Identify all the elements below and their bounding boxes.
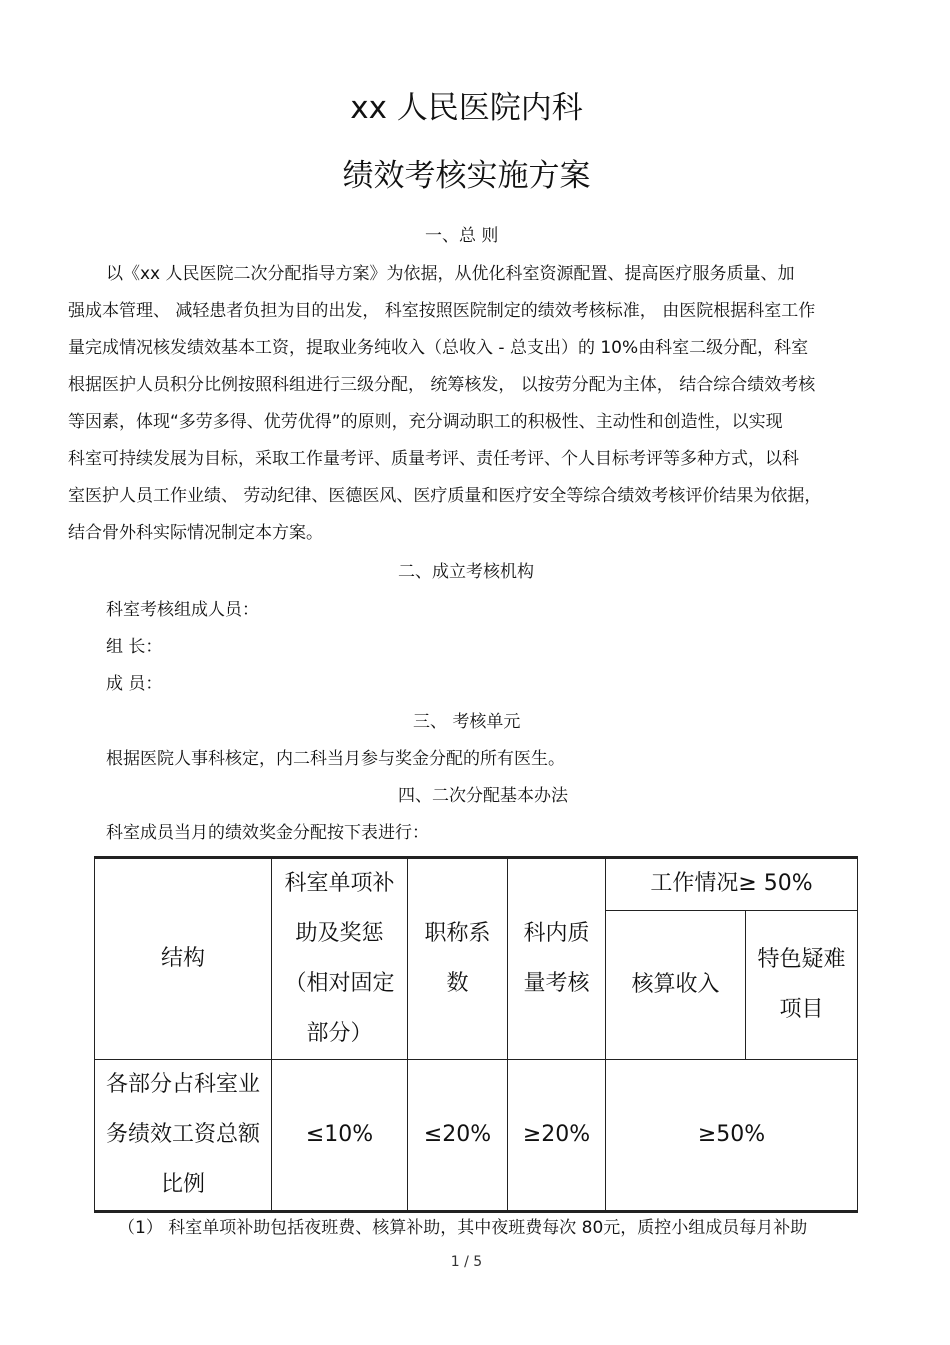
header-work-group: 工作情况≥ 50% xyxy=(606,858,858,911)
paragraph-line: 结合骨外科实际情况制定本方案。 xyxy=(68,523,323,543)
header-structure: 结构 xyxy=(95,858,272,1060)
header-special-projects: 特色疑难项目 xyxy=(746,910,858,1059)
page-number: 1 / 5 xyxy=(450,1254,483,1270)
section-heading-distribution: 四、二次分配基本办法 xyxy=(398,786,568,806)
section-heading-unit: 三、 考核单元 xyxy=(413,712,521,732)
value-subsidy: ≤10% xyxy=(272,1060,408,1212)
header-accounting-income: 核算收入 xyxy=(606,910,746,1059)
value-quality: ≥20% xyxy=(508,1060,606,1212)
paragraph-line: 等因素，体现“多劳多得、优劳优得”的原则，充分调动职工的积极性、主动性和创造性，以实现 xyxy=(68,412,783,432)
footnote: （1） 科室单项补助包括夜班费、核算补助，其中夜班费每次 80元，质控小组成员每月补助 xyxy=(118,1218,808,1238)
paragraph-line: 科室可持续发展为目标，采取工作量考评、质量考评、责任考评、个人目标考评等多种方式，以科 xyxy=(68,449,799,469)
header-title-coefficient: 职称系数 xyxy=(408,858,508,1060)
document-subtitle: 绩效考核实施方案 xyxy=(342,158,591,194)
committee-intro: 科室考核组成人员： xyxy=(106,600,259,620)
allocation-table xyxy=(94,856,858,1213)
committee-members: 成 员： xyxy=(106,674,163,694)
value-title-coefficient: ≤20% xyxy=(408,1060,508,1212)
document-title: xx 人民医院内科 xyxy=(350,90,583,126)
paragraph-line: 根据医护人员积分比例按照科组进行三级分配， 统筹核发， 以按劳分配为主体， 结合综合绩效考核 xyxy=(68,375,816,395)
unit-description: 根据医院人事科核定，内二科当月参与奖金分配的所有医生。 xyxy=(106,749,565,769)
committee-leader: 组 长： xyxy=(106,637,163,657)
header-subsidy: 科室单项补助及奖惩（相对固定部分） xyxy=(272,858,408,1060)
section-heading-general: 一、总 则 xyxy=(425,226,499,246)
row-label: 各部分占科室业务绩效工资总额比例 xyxy=(95,1060,272,1212)
distribution-intro: 科室成员当月的绩效奖金分配按下表进行： xyxy=(106,823,429,843)
paragraph-line: 室医护人员工作业绩、 劳动纪律、医德医风、医疗质量和医疗安全等综合绩效考核评价结果为依据， xyxy=(68,486,822,506)
header-quality: 科内质量考核 xyxy=(508,858,606,1060)
paragraph-line: 以《xx 人民医院二次分配指导方案》为依据，从优化科室资源配置、提高医疗服务质量、加 xyxy=(106,264,795,284)
paragraph-line: 量完成情况核发绩效基本工资，提取业务纯收入（总收入 - 总支出）的 10%由科室二级分配，科室 xyxy=(68,338,809,358)
section-heading-committee: 二、成立考核机构 xyxy=(398,562,534,582)
value-work: ≥50% xyxy=(606,1060,858,1212)
paragraph-line: 强成本管理、 减轻患者负担为目的出发， 科室按照医院制定的绩效考核标准， 由医院根据科室工作 xyxy=(68,301,816,321)
